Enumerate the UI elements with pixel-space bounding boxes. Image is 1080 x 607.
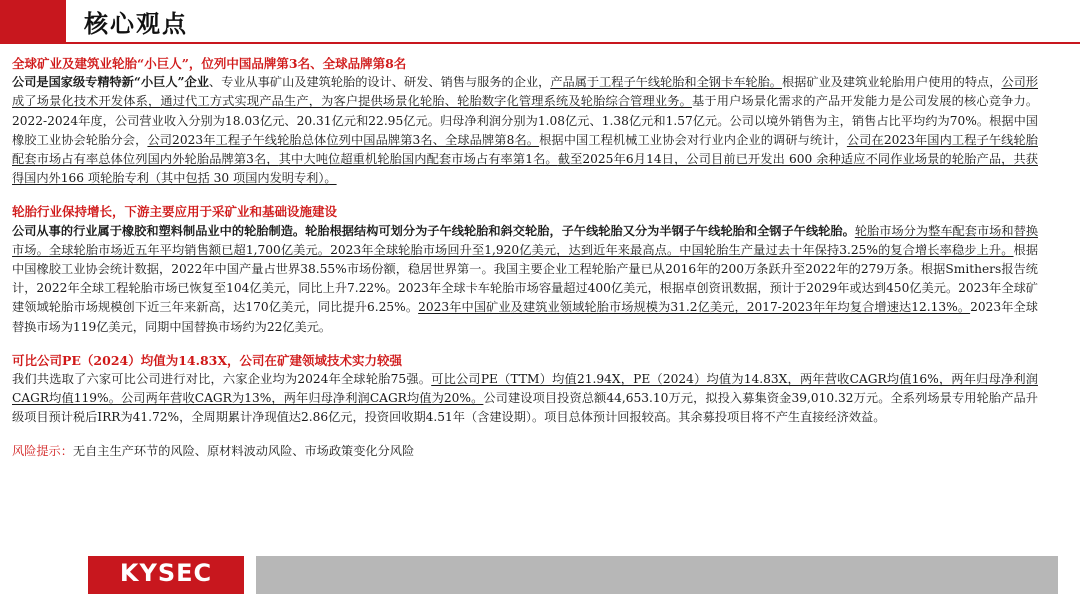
- text-run: 全球轮胎市场近五年平均销售额已超1,700亿美元。: [48, 242, 331, 257]
- section-company: [12, 54, 1038, 188]
- text-run: 公司从事的行业属于橡胶和塑料制品业中的轮胎制造。轮胎根据结构可划分为子午线轮胎和斜交轮胎，子午线轮胎又分为半钢子午线轮胎和全钢子午线轮胎。: [12, 223, 855, 238]
- text-run: 截至2025年6月14日，公司目前已开发出 600 余种适应不同作业场景的轮胎产品，共获得国内外166 项轮胎专利（其中包括 30 项国内发明专利）。: [12, 152, 1038, 186]
- text-run: 公司形成了场景化技术开发体系，通过代工方式实现产品生产，: [12, 75, 1039, 109]
- main-content: [12, 54, 1038, 475]
- text-run: 2022-2024年度，公司营业收入分别为18.03亿元、20.31亿元和22.95亿元。归母净利润分别为1.08亿元、1.38亿元和1.57亿元。公司以境外销售为主，销售占比平均约为70%。根据中国橡胶工业协会轮胎分会，: [12, 113, 1038, 147]
- text-run: 基于用户场景化需求的产品开发能力是公司发展的核心竞争力。: [692, 94, 1039, 109]
- page-title: 核心观点: [84, 10, 188, 38]
- text-run: 2023年全球替换市场为119亿美元，同期中国替换市场约为22亿美元。: [12, 300, 1038, 334]
- text-run: 根据中国工程机械工业协会对行业内企业的调研与统计，: [539, 132, 847, 147]
- text-run: 公司建设项目投资总额44,653.10万元，拟投入募集资金39,010.32万元。全系列场景专用轮胎产品升级项目预计税后IRR为41.72%，全周期累计净现值达2.86亿元，投资回收期4.51年（含建设期）。项目总体预计回报较高。其余募投项目将不产生直接经济效益。: [12, 391, 1038, 425]
- text-run: 可比公司PE（TTM）均值21.94X，PE（2024）均值为14.83X，两年营收CAGR均值16%，两年归母净利润CAGR均值119%。: [12, 372, 1038, 406]
- text-run: 轮胎市场分为整车配套市场和替换市场。: [12, 223, 1039, 257]
- text-run: 公司在2023年国内工程子午线轮胎配套市场占有率总体位列国内外轮胎品牌第3名，: [12, 132, 1038, 167]
- section-paragraph: [12, 222, 1038, 337]
- text-run: 中国轮胎生产量过去十年保持3.25%的复合增长率稳步上升。: [679, 242, 1014, 257]
- section-heading: 可比公司PE（2024）均值为14.83X，公司在矿建领域技术实力较强: [12, 352, 403, 368]
- footer-grey-bar: [256, 556, 1058, 594]
- section-heading: 轮胎行业保持增长，下游主要应用于采矿业和基础设施建设: [12, 204, 338, 220]
- section-industry: [12, 202, 1038, 336]
- text-run: 其中大吨位超重机轮胎国内配套市场占有率第1名。: [278, 152, 558, 167]
- text-run: 根据矿业及建筑业轮胎用户使用的特点，: [781, 75, 1002, 90]
- text-run: 公司2023年工程子午线轮胎总体位列中国品牌第3名、全球品牌第8名。: [147, 132, 540, 147]
- text-run: 产品属于工程子午线轮胎和全钢卡车轮胎。: [550, 75, 782, 90]
- kysec-logo: KYSEC: [119, 559, 213, 587]
- title-accent-block: [0, 0, 66, 42]
- risk-note: [12, 442, 1038, 461]
- section-paragraph: [12, 73, 1038, 188]
- text-run: 公司是国家级专精特新“小巨人”企业: [12, 75, 209, 90]
- text-run: 根据中国橡胶工业协会统计数据，2022年中国产量占世界38.55%市场份额，稳居世界第一。我国主要企业工程轮胎产量已从2016年的200万条跃升至2022年的279万条。根据Smithers报告统计，2022年全球工程轮胎市场已恢复至104亿美元，同比上升7.22%。2023年全球卡车轮胎市场容量超过400亿美元，根据卓创资讯数据，预计于2029年或达到450亿美元。2023年全球矿建领域轮胎市场规模创下近三年来新高，达170亿美元，同比提升6.25%。: [12, 242, 1039, 315]
- section-valuation: [12, 351, 1038, 428]
- text-run: 公司两年营收CAGR为13%，两年归母净利润CAGR均值为20%。: [121, 391, 484, 406]
- title-divider: [0, 42, 1080, 44]
- text-run: 2023年中国矿业及建筑业领域轮胎市场规模为31.2亿美元，2017-2023年年均复合增速达12.13%。: [418, 300, 971, 315]
- section-heading: 全球矿业及建筑业轮胎“小巨人”，位列中国品牌第3名、全球品牌第8名: [12, 56, 407, 71]
- section-paragraph: [12, 370, 1038, 428]
- risk-label: 风险提示：: [12, 443, 73, 458]
- text-run: 为客户提供场景化轮胎、轮胎数字化管理系统及轮胎综合管理业务。: [321, 94, 692, 109]
- risk-text: 无自主生产环节的风险、原材料波动风险、市场政策变化分风险: [72, 443, 415, 458]
- text-run: 、专业从事矿山及建筑轮胎的设计、研发、销售与服务的企业，: [208, 75, 551, 90]
- text-run: 我们共选取了六家可比公司进行对比，六家企业均为2024年全球轮胎75强。: [12, 372, 432, 387]
- footer: [0, 553, 1080, 607]
- text-run: 2023年全球轮胎市场回升至1,920亿美元，达到近年来最高点。: [330, 242, 680, 257]
- title-bar: [0, 0, 1080, 44]
